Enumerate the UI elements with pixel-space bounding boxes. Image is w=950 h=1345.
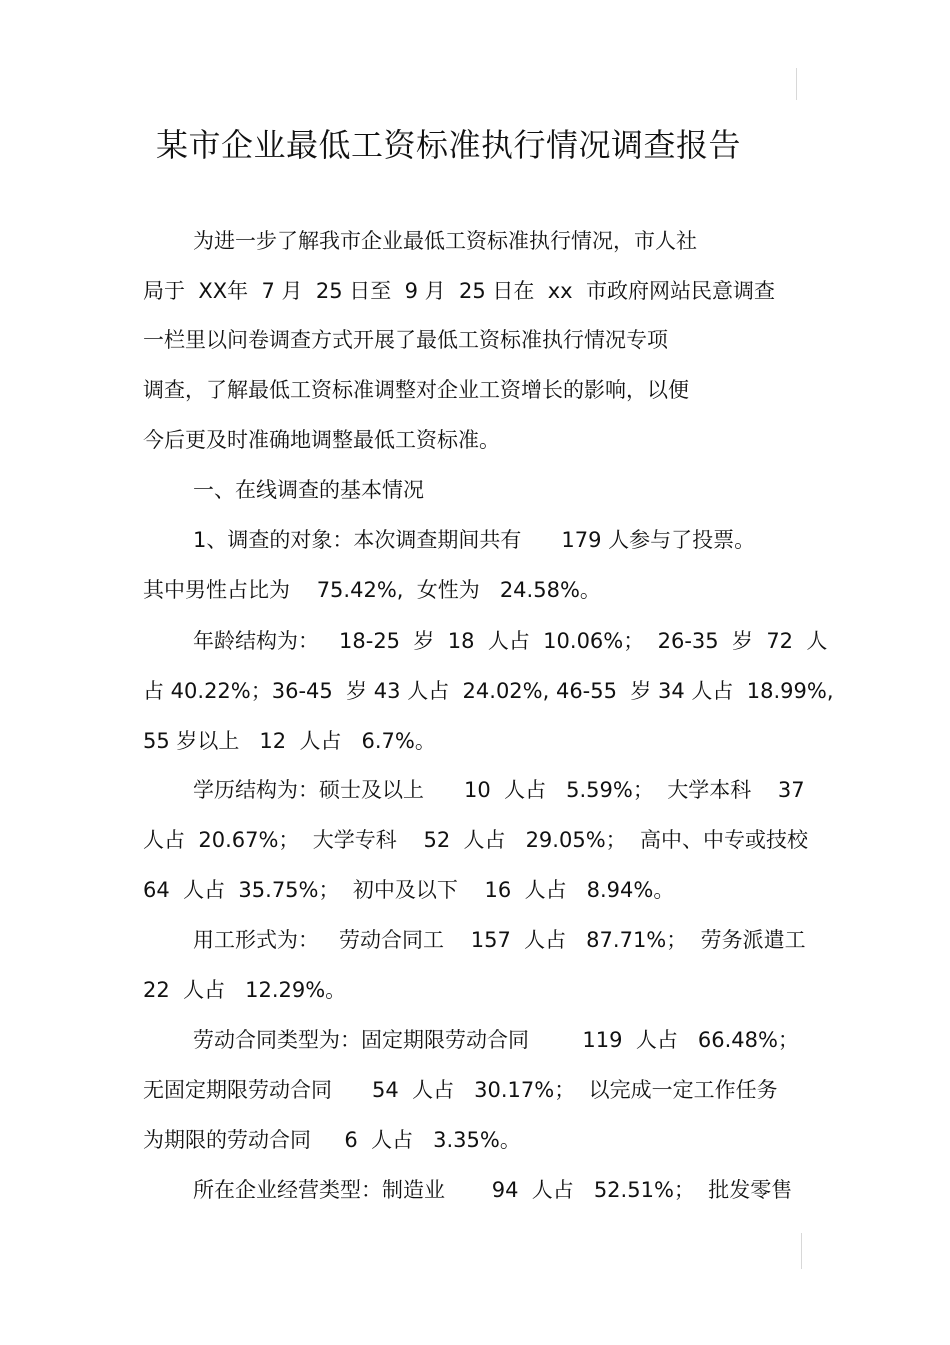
page-edge-mark-bottom [801,1233,802,1269]
paragraph-line-13: 人占 20.67%； 大学专科 52 人占 29.05%； 高中、中专或技校 [143,828,808,852]
paragraph-line-2: 局于 XX年 7 月 25 日至 9 月 25 日在 xx 市政府网站民意调查 [143,279,775,303]
paragraph-line-14: 64 人占 35.75%； 初中及以下 16 人占 8.94%。 [143,878,675,902]
paragraph-line-7: 1、调查的对象：本次调查期间共有 179 人参与了投票。 [193,528,756,552]
paragraph-line-17: 劳动合同类型为：固定期限劳动合同 119 人占 66.48%； [193,1028,799,1052]
paragraph-line-19: 为期限的劳动合同 6 人占 3.35%。 [143,1128,521,1152]
page-edge-mark-top [796,68,797,100]
paragraph-line-15: 用工形式为： 劳动合同工 157 人占 87.71%； 劳务派遣工 [193,928,806,952]
paragraph-line-16: 22 人占 12.29%。 [143,978,347,1002]
paragraph-line-8: 其中男性占比为 75.42%, 女性为 24.58%。 [143,578,601,602]
paragraph-line-20: 所在企业经营类型：制造业 94 人占 52.51%； 批发零售 [193,1178,793,1202]
paragraph-line-9: 年龄结构为： 18-25 岁 18 人占 10.06%； 26-35 岁 72 人 [193,629,828,653]
paragraph-line-18: 无固定期限劳动合同 54 人占 30.17%； 以完成一定工作任务 [143,1078,778,1102]
paragraph-line-1: 为进一步了解我市企业最低工资标准执行情况，市人社 [193,229,697,253]
paragraph-line-4: 调查，了解最低工资标准调整对企业工资增长的影响，以便 [143,378,689,402]
paragraph-line-10: 占 40.22%；36-45 岁 43 人占 24.02%, 46-55 岁 34 人占 18.99%, [143,679,834,703]
section-heading: 一、在线调查的基本情况 [193,478,424,502]
document-title: 某市企业最低工资标准执行情况调查报告 [156,126,742,164]
paragraph-line-5: 今后更及时准确地调整最低工资标准。 [143,428,500,452]
paragraph-line-3: 一栏里以问卷调查方式开展了最低工资标准执行情况专项 [143,328,668,352]
paragraph-line-11: 55 岁以上 12 人占 6.7%。 [143,729,436,753]
paragraph-line-12: 学历结构为：硕士及以上 10 人占 5.59%； 大学本科 37 [193,778,805,802]
